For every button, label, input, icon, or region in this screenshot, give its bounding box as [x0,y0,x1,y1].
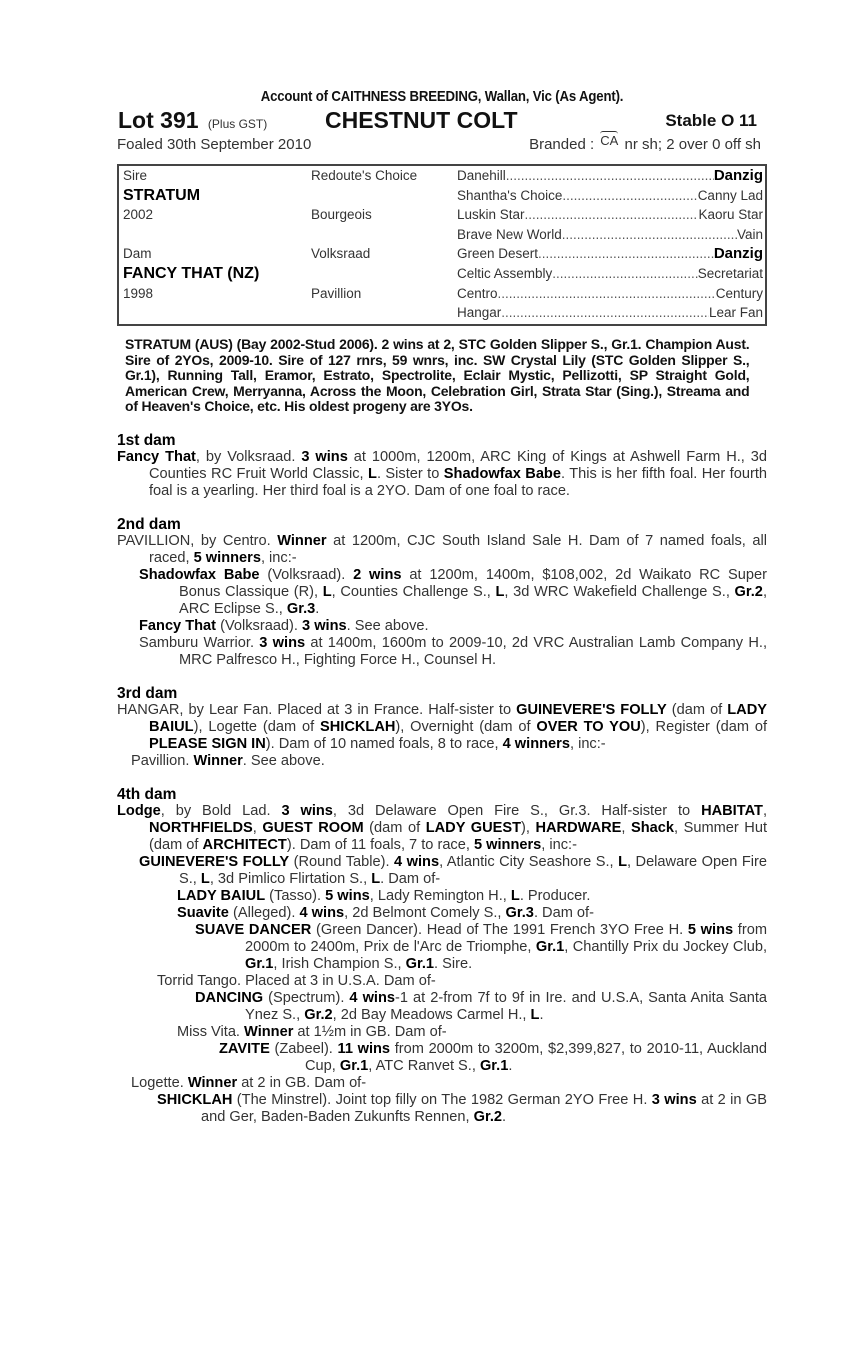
dam-heading: 4th dam [117,785,177,803]
dam-section-2 [117,516,767,669]
pedigree-great-grandparents [457,166,763,323]
pedigree-table [117,164,767,326]
progeny-entry: Shadowfax Babe (Volksraad). 2 wins at 1200m, 1400m, $108,002, 2d Waikato RC Super Bonus Classique (R), L, Counties Challenge S., L, 3d WRC Wakefield Challenge S., Gr.2, ARC Eclipse S., Gr.3. [139,566,767,617]
progeny-entry: Samburu Warrior. 3 wins at 1400m, 1600m to 2009-10, 2d VRC Australian Lamb Company H., MRC Palfresco H., Fighting Force H., Counsel H. [139,634,767,668]
gg-sire: Danzig [713,167,763,184]
dam-entry: PAVILLION, by Centro. Winner at 1200m, CJC South Island Sale H. Dam of 7 named foals, all raced, 5 winners, inc:- [117,532,767,566]
gg-name: Hangar [457,305,502,321]
dam-heading: 1st dam [117,431,176,449]
female-family [117,432,767,1126]
progeny-entry: Miss Vita. Winner at 1½m in GB. Dam of- [177,1023,447,1040]
gg-sire: Danzig [713,245,763,263]
progeny-entry: Fancy That (Volksraad). 3 wins. See above. [139,617,429,634]
great-grandparent-row [457,205,763,225]
gg-sire: Vain [736,226,763,242]
dam-year: 1998 [123,285,154,301]
progeny-entry: Pavillion. Winner. See above. [131,752,325,769]
sire-label: Sire [123,168,148,183]
dam-heading: 3rd dam [117,684,178,702]
grandparent: Volksraad [311,246,371,262]
great-grandparent-row [457,186,763,206]
colour-sex: CHESTNUT COLT [325,107,518,133]
dam-entry: Fancy That, by Volksraad. 3 wins at 1000m, 1200m, ARC King of Kings at Ashwell Farm H., 3d Counties RC Fruit World Classic, L. Sister to Shadowfax Babe. This is her fifth foal. Her fourth foal is a yearling. Her third foal is a 2YO. Dam of one foal to race. [117,448,768,499]
grandparent: Pavillion [311,285,362,301]
gg-sire: Canny Lad [697,187,763,203]
vendor-line: Account of CAITHNESS BREEDING, Wallan, Vic (As Agent). [260,88,624,105]
foaled-line [117,133,767,158]
gg-name: Celtic Assembly [457,265,553,281]
gg-sire: Lear Fan [708,305,763,321]
progeny-entry: SUAVE DANCER (Green Dancer). Head of The 1991 French 3YO Free H. 5 wins from 2000m to 2400m, Prix de l'Arc de Triomphe, Gr.1, Chantilly Prix du Jockey Club, Gr.1, Irish Champion S., Gr.1. Sire. [195,921,768,972]
sire-name: STRATUM [123,186,201,204]
dam-section-4 [117,786,767,1126]
dam-label: Dam [123,246,152,262]
gg-sire: Secretariat [697,265,763,281]
gg-name: Luskin Star [457,207,525,223]
branded-label: Branded : [529,136,595,153]
branded-detail: nr sh; 2 over 0 off sh [624,136,761,153]
grandparent: Bourgeois [311,207,372,223]
progeny-entry: SHICKLAH (The Minstrel). Joint top filly on The 1982 German 2YO Free H. 3 wins at 2 in GB and Ger, Baden-Baden Zukunfts Rennen, Gr.2. [157,1091,768,1125]
great-grandparent-row [457,244,763,264]
gg-name: Centro [457,285,498,301]
dam-section-3 [117,685,767,770]
pedigree-grandparents [311,166,451,303]
great-grandparent-row [457,225,763,245]
dam-name: FANCY THAT (NZ) [123,264,260,282]
brand-mark-icon: CA [600,133,619,148]
gg-name: Shantha's Choice [457,187,563,203]
gg-sire: Kaoru Star [698,207,763,223]
great-grandparent-row [457,264,763,284]
gg-sire: Century [715,285,763,301]
gst-note: (Plus GST) [207,117,268,131]
dam-entry: Lodge, by Bold Lad. 3 wins, 3d Delaware Open Fire S., Gr.3. Half-sister to HABITAT, NORTHFIELDS, GUEST ROOM (dam of LADY GUEST), HARDWARE, Shack, Summer Hut (dam of ARCHITECT). Dam of 11 foals, 7 to race, 5 winners, inc:- [117,802,768,853]
foaled-date: Foaled 30th September 2010 [117,136,312,153]
progeny-entry: LADY BAIUL (Tasso). 5 wins, Lady Remington H., L. Producer. [177,887,591,904]
branded-info [529,133,761,153]
stable-number: Stable O 11 [665,111,757,130]
catalogue-page [117,88,767,1126]
gg-name: Danehill [457,168,506,183]
gg-name: Brave New World [457,226,562,242]
progeny-entry: Torrid Tango. Placed at 3 in U.S.A. Dam of- [157,972,436,989]
grandparent: Redoute's Choice [311,168,418,183]
sire-year: 2002 [123,207,154,223]
dam-heading: 2nd dam [117,515,181,533]
progeny-entry: Logette. Winner at 2 in GB. Dam of- [131,1074,367,1091]
great-grandparent-row [457,303,763,323]
progeny-entry: ZAVITE (Zabeel). 11 wins from 2000m to 3200m, $2,399,827, to 2010-11, Auckland Cup, Gr.1, ATC Ranvet S., Gr.1. [219,1040,767,1074]
dam-entry: HANGAR, by Lear Fan. Placed at 3 in France. Half-sister to GUINEVERE'S FOLLY (dam of LADY BAIUL), Logette (dam of SHICKLAH), Overnight (dam of OVER TO YOU), Register (dam of PLEASE SIGN IN). Dam of 10 named foals, 8 to race, 4 winners, inc:- [117,701,767,752]
great-grandparent-row [457,284,763,304]
lot-label: Lot 391 [118,107,199,133]
dam-section-1 [117,432,767,500]
lot-line [117,107,767,133]
great-grandparent-row [457,166,763,186]
pedigree-parents [123,166,303,303]
gg-name: Green Desert [457,246,539,262]
progeny-entry: DANCING (Spectrum). 4 wins-1 at 2-from 7f to 9f in Ire. and U.S.A, Santa Anita Santa Ynez S., Gr.2, 2d Bay Meadows Carmel H., L. [195,989,767,1023]
lot-number [118,107,267,134]
sire-summary: STRATUM (AUS) (Bay 2002-Stud 2006). 2 wins at 2, STC Golden Slipper S., Gr.1. Champion Aust. Sire of 2YOs, 2009-10. Sire of 127 rnrs, 59 wnrs, inc. SW Crystal Lily (STC Golden Slipper S., Gr.1), Running Tall, Eramor, Estrato, Spectrolite, Eclair Mystic, Pellizotti, SP Straight Gold, American Crew, Merryanna, Across the Moon, Celebration Girl, Strata Star (Sing.), Streama and of Heaven's Choice, etc. His oldest progeny are 3YOs. [125,337,750,416]
progeny-entry: Suavite (Alleged). 4 wins, 2d Belmont Comely S., Gr.3. Dam of- [177,904,594,921]
progeny-entry: GUINEVERE'S FOLLY (Round Table). 4 wins, Atlantic City Seashore S., L, Delaware Open Fire S., L, 3d Pimlico Flirtation S., L. Dam of- [139,853,767,887]
